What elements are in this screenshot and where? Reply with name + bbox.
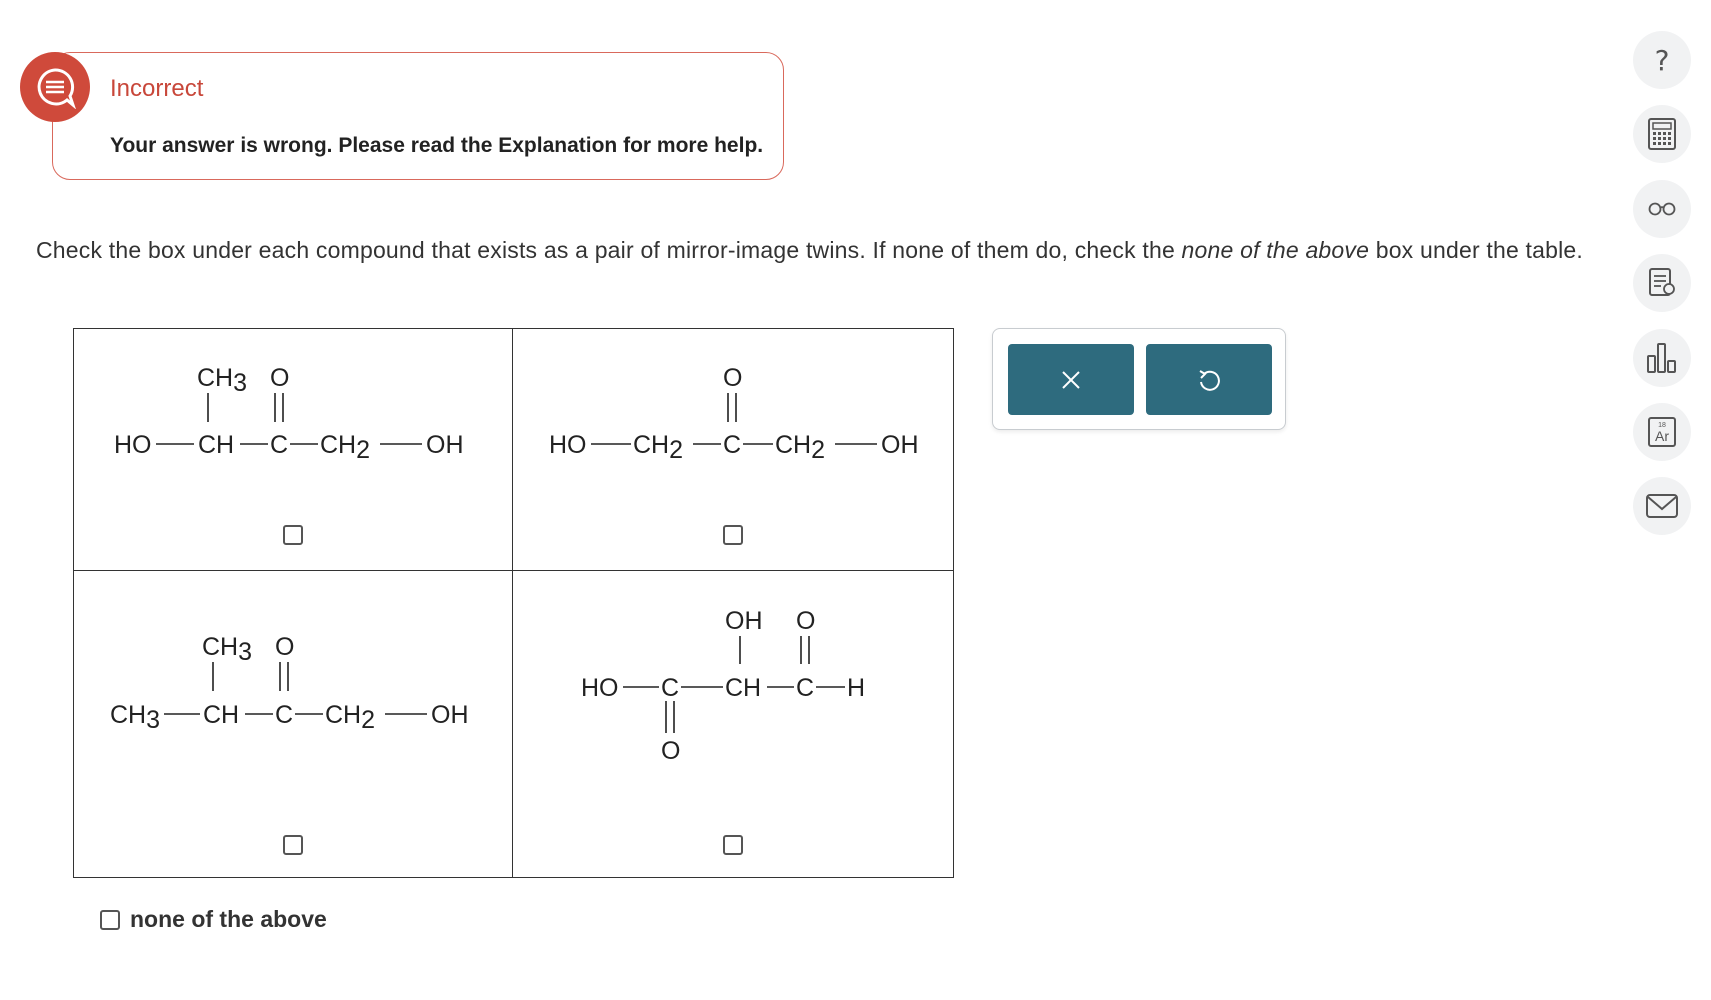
- x-icon: [1060, 369, 1082, 391]
- c2-ch2-right: CH2: [775, 431, 826, 464]
- compound-table: [73, 328, 954, 878]
- compound-3-structure: [74, 571, 513, 877]
- explanation-button[interactable]: [1633, 254, 1691, 312]
- feedback-message: Your answer is wrong. Please read the Explanation for more help.: [110, 134, 764, 157]
- question-part2: box under the table.: [1369, 237, 1584, 263]
- c2-ho: HO: [549, 431, 587, 459]
- mail-icon: [1645, 493, 1679, 519]
- c3-o-top: O: [275, 633, 295, 661]
- c1-o-top: O: [270, 364, 290, 392]
- c1-ch3-top: CH3: [197, 364, 248, 397]
- feedback-chat-icon: [20, 52, 90, 122]
- c2-c: C: [723, 431, 742, 459]
- c2-o-top: O: [723, 364, 743, 392]
- compound-3-checkbox[interactable]: [283, 835, 303, 855]
- undo-button[interactable]: [1146, 344, 1272, 415]
- compound-cell-2: [513, 329, 953, 571]
- glasses-icon: [1647, 201, 1677, 217]
- question-part1: Check the box under each compound that exists as a pair of mirror-image twins. If none of them do, check the: [36, 237, 1182, 263]
- help-icon: ?: [1654, 43, 1670, 77]
- c2-oh: OH: [881, 431, 919, 459]
- question-emphasis: none of the above: [1181, 237, 1370, 263]
- help-button[interactable]: [1633, 31, 1691, 89]
- c3-ch: CH: [203, 701, 240, 729]
- c4-ch: CH: [725, 674, 762, 702]
- none-of-the-above-row[interactable]: [100, 906, 327, 933]
- c1-ho: HO: [114, 431, 152, 459]
- c3-oh: OH: [431, 701, 469, 729]
- calculator-button[interactable]: [1633, 105, 1691, 163]
- data-button[interactable]: [1633, 329, 1691, 387]
- c2-ch2-left: CH2: [633, 431, 684, 464]
- c4-o-top: O: [796, 607, 816, 635]
- c4-h: H: [847, 674, 866, 702]
- c4-o-bottom: O: [661, 737, 681, 765]
- compound-4-structure: [513, 571, 953, 877]
- compound-4-checkbox[interactable]: [723, 835, 743, 855]
- clear-button[interactable]: [1008, 344, 1134, 415]
- c4-ho: HO: [581, 674, 619, 702]
- c3-c: C: [275, 701, 294, 729]
- data-chart-icon: [1645, 342, 1679, 374]
- calculator-icon: [1647, 117, 1677, 151]
- undo-icon: [1196, 367, 1222, 393]
- c3-ch2: CH2: [325, 701, 376, 734]
- periodic-symbol: Ar: [1655, 428, 1669, 444]
- c4-c-right: C: [796, 674, 815, 702]
- c1-c: C: [270, 431, 289, 459]
- c4-oh-top: OH: [725, 607, 763, 635]
- compound-cell-4: [513, 571, 953, 877]
- feedback-title: Incorrect: [110, 75, 204, 102]
- c1-ch2: CH2: [320, 431, 371, 464]
- c1-ch: CH: [198, 431, 235, 459]
- action-panel: [992, 328, 1286, 430]
- compound-cell-1: [74, 329, 513, 571]
- periodic-number: 18: [1658, 422, 1666, 429]
- question-text: [36, 236, 1596, 265]
- periodic-table-button[interactable]: [1633, 403, 1691, 461]
- c4-c-left: C: [661, 674, 680, 702]
- c3-ch3-left: CH3: [110, 701, 161, 734]
- feedback-box: [52, 52, 784, 180]
- compound-cell-3: [74, 571, 513, 877]
- compound-2-checkbox[interactable]: [723, 525, 743, 545]
- none-of-the-above-checkbox[interactable]: [100, 910, 120, 930]
- c3-ch3-top: CH3: [202, 633, 253, 666]
- c1-oh: OH: [426, 431, 464, 459]
- periodic-table-icon: [1647, 416, 1677, 448]
- none-of-the-above-label[interactable]: none of the above: [130, 906, 327, 932]
- contact-button[interactable]: [1633, 477, 1691, 535]
- accessibility-button[interactable]: [1633, 180, 1691, 238]
- compound-1-checkbox[interactable]: [283, 525, 303, 545]
- explanation-icon: [1647, 267, 1677, 299]
